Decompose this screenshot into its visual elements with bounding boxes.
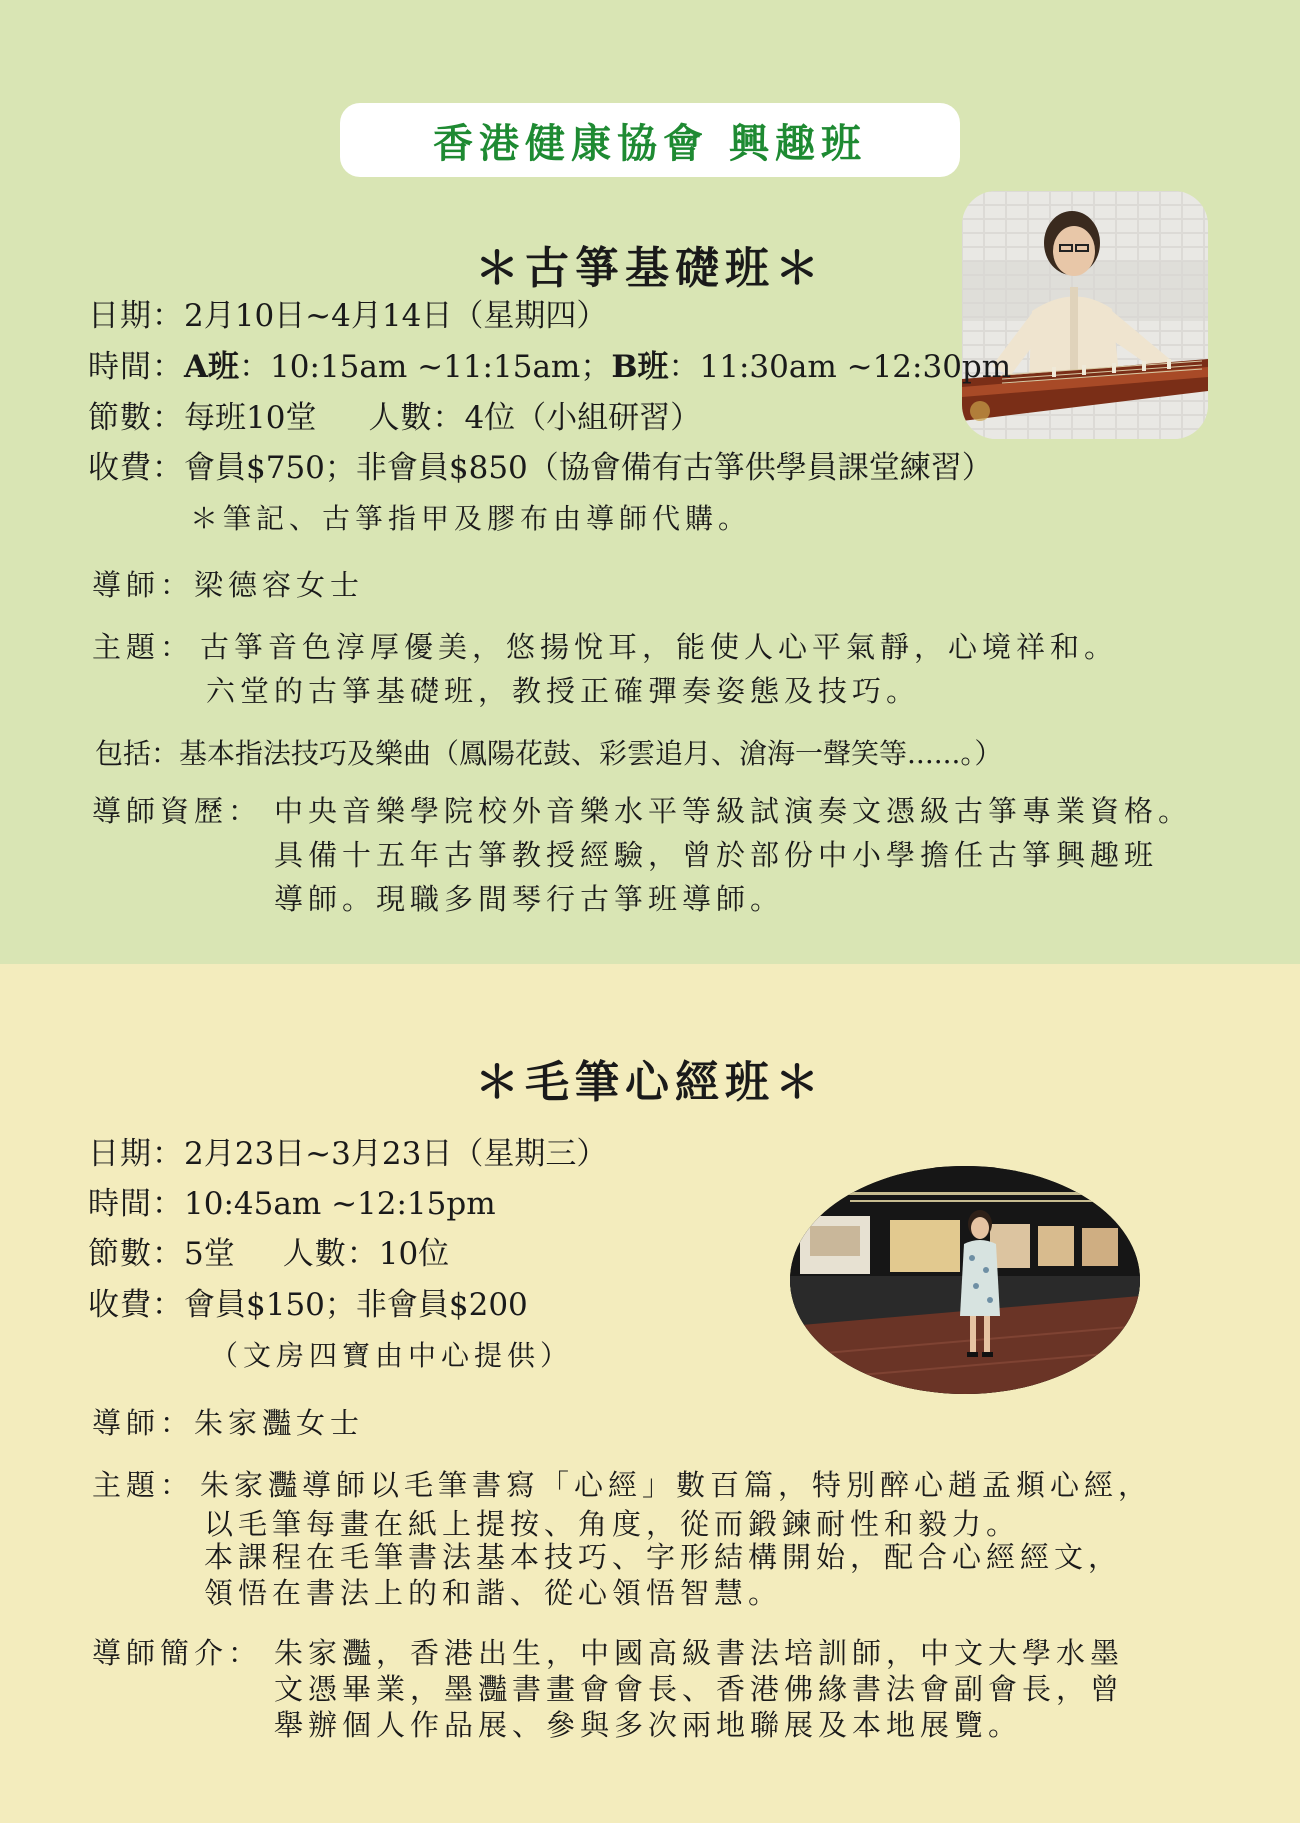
calligraphy-time-row	[88, 1184, 496, 1224]
class-a-label: A班	[184, 349, 240, 385]
calligraphy-bio-line3: 舉辦個人作品展、參與多次兩地聯展及本地展覽。	[274, 1708, 1023, 1742]
fee-value: 會員$750；非會員$850（協會備有古箏供學員課堂練習）	[184, 450, 993, 486]
calligraphy-sessions-row	[88, 1234, 449, 1274]
sessions-label: 節數：	[88, 400, 184, 436]
guzheng-time-row	[88, 347, 1011, 387]
guzheng-theme-line2: 六堂的古箏基礎班，教授正確彈奏姿態及技巧。	[206, 674, 921, 708]
calligraphy-section	[0, 964, 1300, 1823]
guzheng-course-heading: ＊古箏基礎班＊	[475, 243, 825, 294]
fee-label: 收費：	[88, 1287, 184, 1323]
calligraphy-theme-line3: 本課程在毛筆書法基本技巧、字形結構開始，配合心經經文，	[204, 1540, 1123, 1574]
guzheng-qual-label: 導師資歷：	[92, 794, 263, 828]
include-value: 基本指法技巧及樂曲（鳳陽花鼓、彩雲追月、滄海一聲笑等......。）	[179, 737, 1003, 770]
guzheng-include-row	[95, 734, 1002, 774]
people-label: 人數：	[282, 1236, 379, 1272]
teacher-value: 梁德容女士	[194, 568, 365, 602]
date-value: 2月23日~3月23日（星期三）	[184, 1136, 608, 1172]
time-label: 時間：	[88, 349, 184, 385]
sessions-value: 5堂	[184, 1236, 235, 1272]
calligraphy-bio-line1: 朱家灩，香港出生，中國高級書法培訓師，中文大學水墨	[274, 1636, 1125, 1670]
people-value: 10位	[378, 1236, 450, 1272]
teacher-value: 朱家灩女士	[194, 1406, 365, 1440]
date-label: 日期：	[88, 1136, 184, 1172]
guzheng-fee-row	[88, 448, 993, 488]
fee-value: 會員$150；非會員$200	[184, 1287, 528, 1323]
guzheng-qual-line3: 導師。現職多間琴行古箏班導師。	[274, 882, 785, 916]
page-title: 香港健康協會 興趣班	[340, 103, 960, 177]
guzheng-teacher-row	[92, 566, 364, 605]
calligraphy-theme-line2: 以毛筆每畫在紙上提按、角度，從而鍛鍊耐性和毅力。	[204, 1507, 1021, 1541]
people-value: 4位（小組研習）	[464, 400, 702, 436]
calligraphy-course-heading: ＊毛筆心經班＊	[475, 1057, 825, 1108]
guzheng-theme-line1: 古箏音色淳厚優美，悠揚悅耳，能使人心平氣靜，心境祥和。	[200, 630, 1119, 664]
calligraphy-note: （文房四寶由中心提供）	[210, 1339, 574, 1372]
guzheng-teacher-photo	[962, 191, 1208, 439]
sessions-value: 每班10堂	[184, 400, 317, 436]
sessions-label: 節數：	[88, 1236, 184, 1272]
calligraphy-theme-line4: 領悟在書法上的和諧、從心領悟智慧。	[204, 1576, 783, 1610]
calligraphy-theme-line1: 朱家灩導師以毛筆書寫「心經」數百篇，特別醉心趙孟頫心經，	[200, 1468, 1153, 1502]
time-label: 時間：	[88, 1186, 184, 1222]
guzheng-qual-line1: 中央音樂學院校外音樂水平等級試演奏文憑級古箏專業資格。	[274, 794, 1193, 828]
class-b-label: B班	[611, 349, 669, 385]
calligraphy-theme-label: 主題：	[92, 1468, 195, 1502]
class-b-time: ：11:30am ~12:30pm	[668, 349, 1012, 385]
calligraphy-date-row	[88, 1134, 607, 1174]
fee-label: 收費：	[88, 450, 184, 486]
date-label: 日期：	[88, 298, 184, 334]
teacher-label: 導師：	[92, 568, 195, 602]
calligraphy-bio-label: 導師簡介：	[92, 1636, 263, 1670]
calligraphy-teacher-photo	[790, 1166, 1140, 1394]
guzheng-sessions-row	[88, 398, 701, 438]
date-value: 2月10日~4月14日（星期四）	[184, 298, 608, 334]
time-value: 10:45am ~12:15pm	[184, 1186, 496, 1222]
guzheng-qual-line2: 具備十五年古箏教授經驗，曾於部份中小學擔任古箏興趣班	[274, 838, 1159, 872]
calligraphy-fee-row	[88, 1285, 528, 1325]
calligraphy-bio-line2: 文憑畢業，墨灩書畫會會長、香港佛緣書法會副會長，曾	[274, 1672, 1125, 1706]
teacher-label: 導師：	[92, 1406, 195, 1440]
people-label: 人數：	[368, 400, 465, 436]
include-label: 包括：	[95, 737, 180, 770]
guzheng-date-row	[88, 296, 607, 336]
calligraphy-teacher-row	[92, 1404, 364, 1443]
class-a-time: ：10:15am ~11:15am；	[239, 349, 612, 385]
guzheng-theme-label: 主題：	[92, 630, 195, 664]
guzheng-note: ＊筆記、古箏指甲及膠布由導師代購。	[190, 502, 752, 535]
